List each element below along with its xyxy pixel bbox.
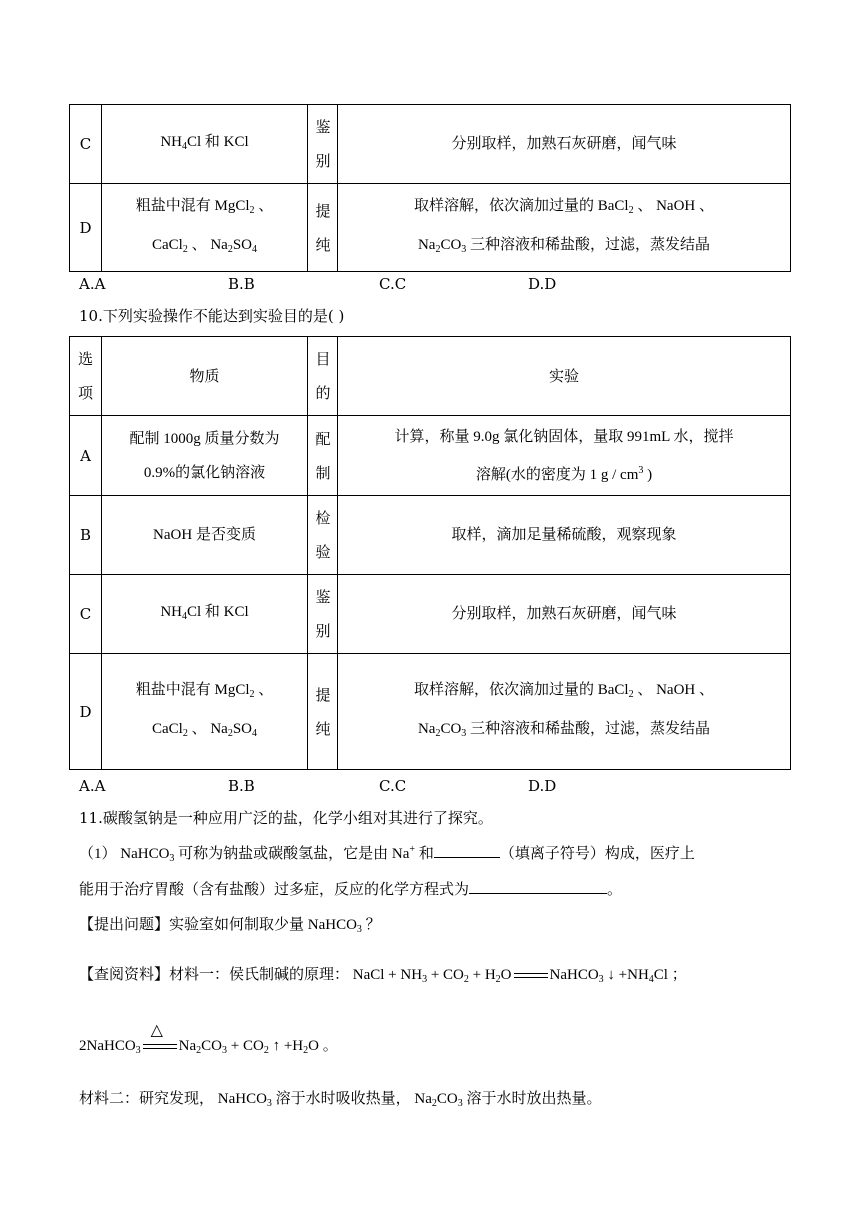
option-d: D.D xyxy=(528,777,557,795)
option-cell: B xyxy=(70,496,102,575)
experiment-cell: 分别取样，加熟石灰研磨，闻气味 xyxy=(338,575,791,654)
equation-2-right: $Na_2CO_3 + CO_2$ ↑ $+H_2O$ 。 xyxy=(178,1038,338,1056)
q11-part1-end: 。 xyxy=(607,880,623,898)
table-row xyxy=(70,654,791,770)
table-row xyxy=(70,105,791,184)
q11-question: 【提出问题】实验室如何制取少量 NaHCO$_3$ ？ xyxy=(79,917,381,935)
experiment-cell: 计算，称量 9.0g 氯化钠固体，量取 991mL 水，搅拌 溶解(水的密度为 1 g / $cm^3$ ) xyxy=(338,416,791,496)
option-c: C.C xyxy=(379,777,407,795)
purpose-cell: 提 纯 xyxy=(308,654,338,770)
substance-cell: $NH_4Cl$ 和 KCl xyxy=(102,105,308,184)
q11-part1-text-a: （1） NaHCO$_3$ 可称为钠盐或碳酸氢盐，它是由 Na+ 和 xyxy=(79,844,434,864)
option-cell: A xyxy=(70,416,102,496)
option-cell: D xyxy=(70,184,102,272)
substance-cell: 粗盐中混有 MgCl$_2$ 、 CaCl$_2$ 、 $Na_2SO_4$ xyxy=(102,184,308,272)
q11-material1 xyxy=(79,963,687,985)
answer-blank-ion[interactable] xyxy=(434,843,500,858)
q11-part1-text-b: （填离子符号）构成，医疗上 xyxy=(499,846,695,862)
experiment-cell: 取样，滴加足量稀硫酸，观察现象 xyxy=(338,496,791,575)
answer-blank-equation[interactable] xyxy=(469,879,607,894)
purpose-cell: 提 纯 xyxy=(308,184,338,272)
purpose-cell: 鉴 别 xyxy=(308,575,338,654)
q11-stem: 11.碳酸氢钠是一种应用广泛的盐，化学小组对其进行了探究。 xyxy=(79,809,493,827)
equals-sign xyxy=(514,971,548,981)
heat-condition-icon: △ xyxy=(150,1021,163,1039)
experiment-cell: 取样溶解，依次滴加过量的 BaCl$_2$ 、 NaOH 、 $Na_2CO_3$ 三种溶液和稀盐酸，过滤，蒸发结晶 xyxy=(338,654,791,770)
option-a: A.A xyxy=(79,777,106,795)
equation-2-left: 2NaHCO$_3$ xyxy=(79,1038,141,1056)
q11-part1-line1 xyxy=(79,842,695,864)
substance-cell: NaOH 是否变质 xyxy=(102,496,308,575)
header-option: 选 项 xyxy=(70,337,102,416)
option-b: B.B xyxy=(228,777,255,795)
table-q9-continuation xyxy=(69,104,791,272)
option-d: D.D xyxy=(528,275,557,293)
q11-equation-2 xyxy=(79,1021,338,1056)
option-cell: D xyxy=(70,654,102,770)
table-header-row xyxy=(70,337,791,416)
table-row xyxy=(70,184,791,272)
substance-cell: 粗盐中混有 MgCl$_2$ 、 CaCl$_2$ 、 $Na_2SO_4$ xyxy=(102,654,308,770)
purpose-cell: 检 验 xyxy=(308,496,338,575)
option-c: C.C xyxy=(379,275,407,293)
option-cell: C xyxy=(70,575,102,654)
equation-1-right: NaHCO$_3$ ↓ $+NH_4Cl$ ； xyxy=(549,967,687,985)
substance-cell: $NH_4Cl$ 和 KCl xyxy=(102,575,308,654)
option-a: A.A xyxy=(79,275,106,293)
header-substance: 物质 xyxy=(102,337,308,416)
material1-label: 【查阅资料】材料一：侯氏制碱的原理： xyxy=(79,967,350,983)
header-purpose: 目 的 xyxy=(308,337,338,416)
option-b: B.B xyxy=(228,275,255,293)
table-row xyxy=(70,575,791,654)
experiment-cell: 取样溶解，依次滴加过量的 BaCl$_2$ 、 NaOH 、 $Na_2CO_3$ 三种溶液和稀盐酸，过滤，蒸发结晶 xyxy=(338,184,791,272)
q11-part1-line2 xyxy=(79,878,622,899)
header-experiment: 实验 xyxy=(338,337,791,416)
table-q10 xyxy=(69,336,791,770)
purpose-cell: 配 制 xyxy=(308,416,338,496)
option-cell: C xyxy=(70,105,102,184)
q11-part1-text-c: 能用于治疗胃酸（含有盐酸）过多症，反应的化学方程式为 xyxy=(79,880,470,898)
substance-cell: 配制 1000g 质量分数为 0.9%的氯化钠溶液 xyxy=(102,416,308,496)
equals-sign-heat xyxy=(143,1021,177,1052)
q11-material2: 材料二：研究发现， NaHCO$_3$ 溶于水时吸收热量， $Na_2CO_3$ 溶于水时放出热量。 xyxy=(79,1091,602,1109)
equation-1-left: NaCl + $NH_3 + CO_2 + H_2O$ xyxy=(352,967,512,985)
q10-stem: 10.下列实验操作不能达到实验目的是( ) xyxy=(79,307,345,325)
table-row xyxy=(70,496,791,575)
purpose-cell: 鉴 别 xyxy=(308,105,338,184)
experiment-cell: 分别取样，加熟石灰研磨，闻气味 xyxy=(338,105,791,184)
table-row xyxy=(70,416,791,496)
